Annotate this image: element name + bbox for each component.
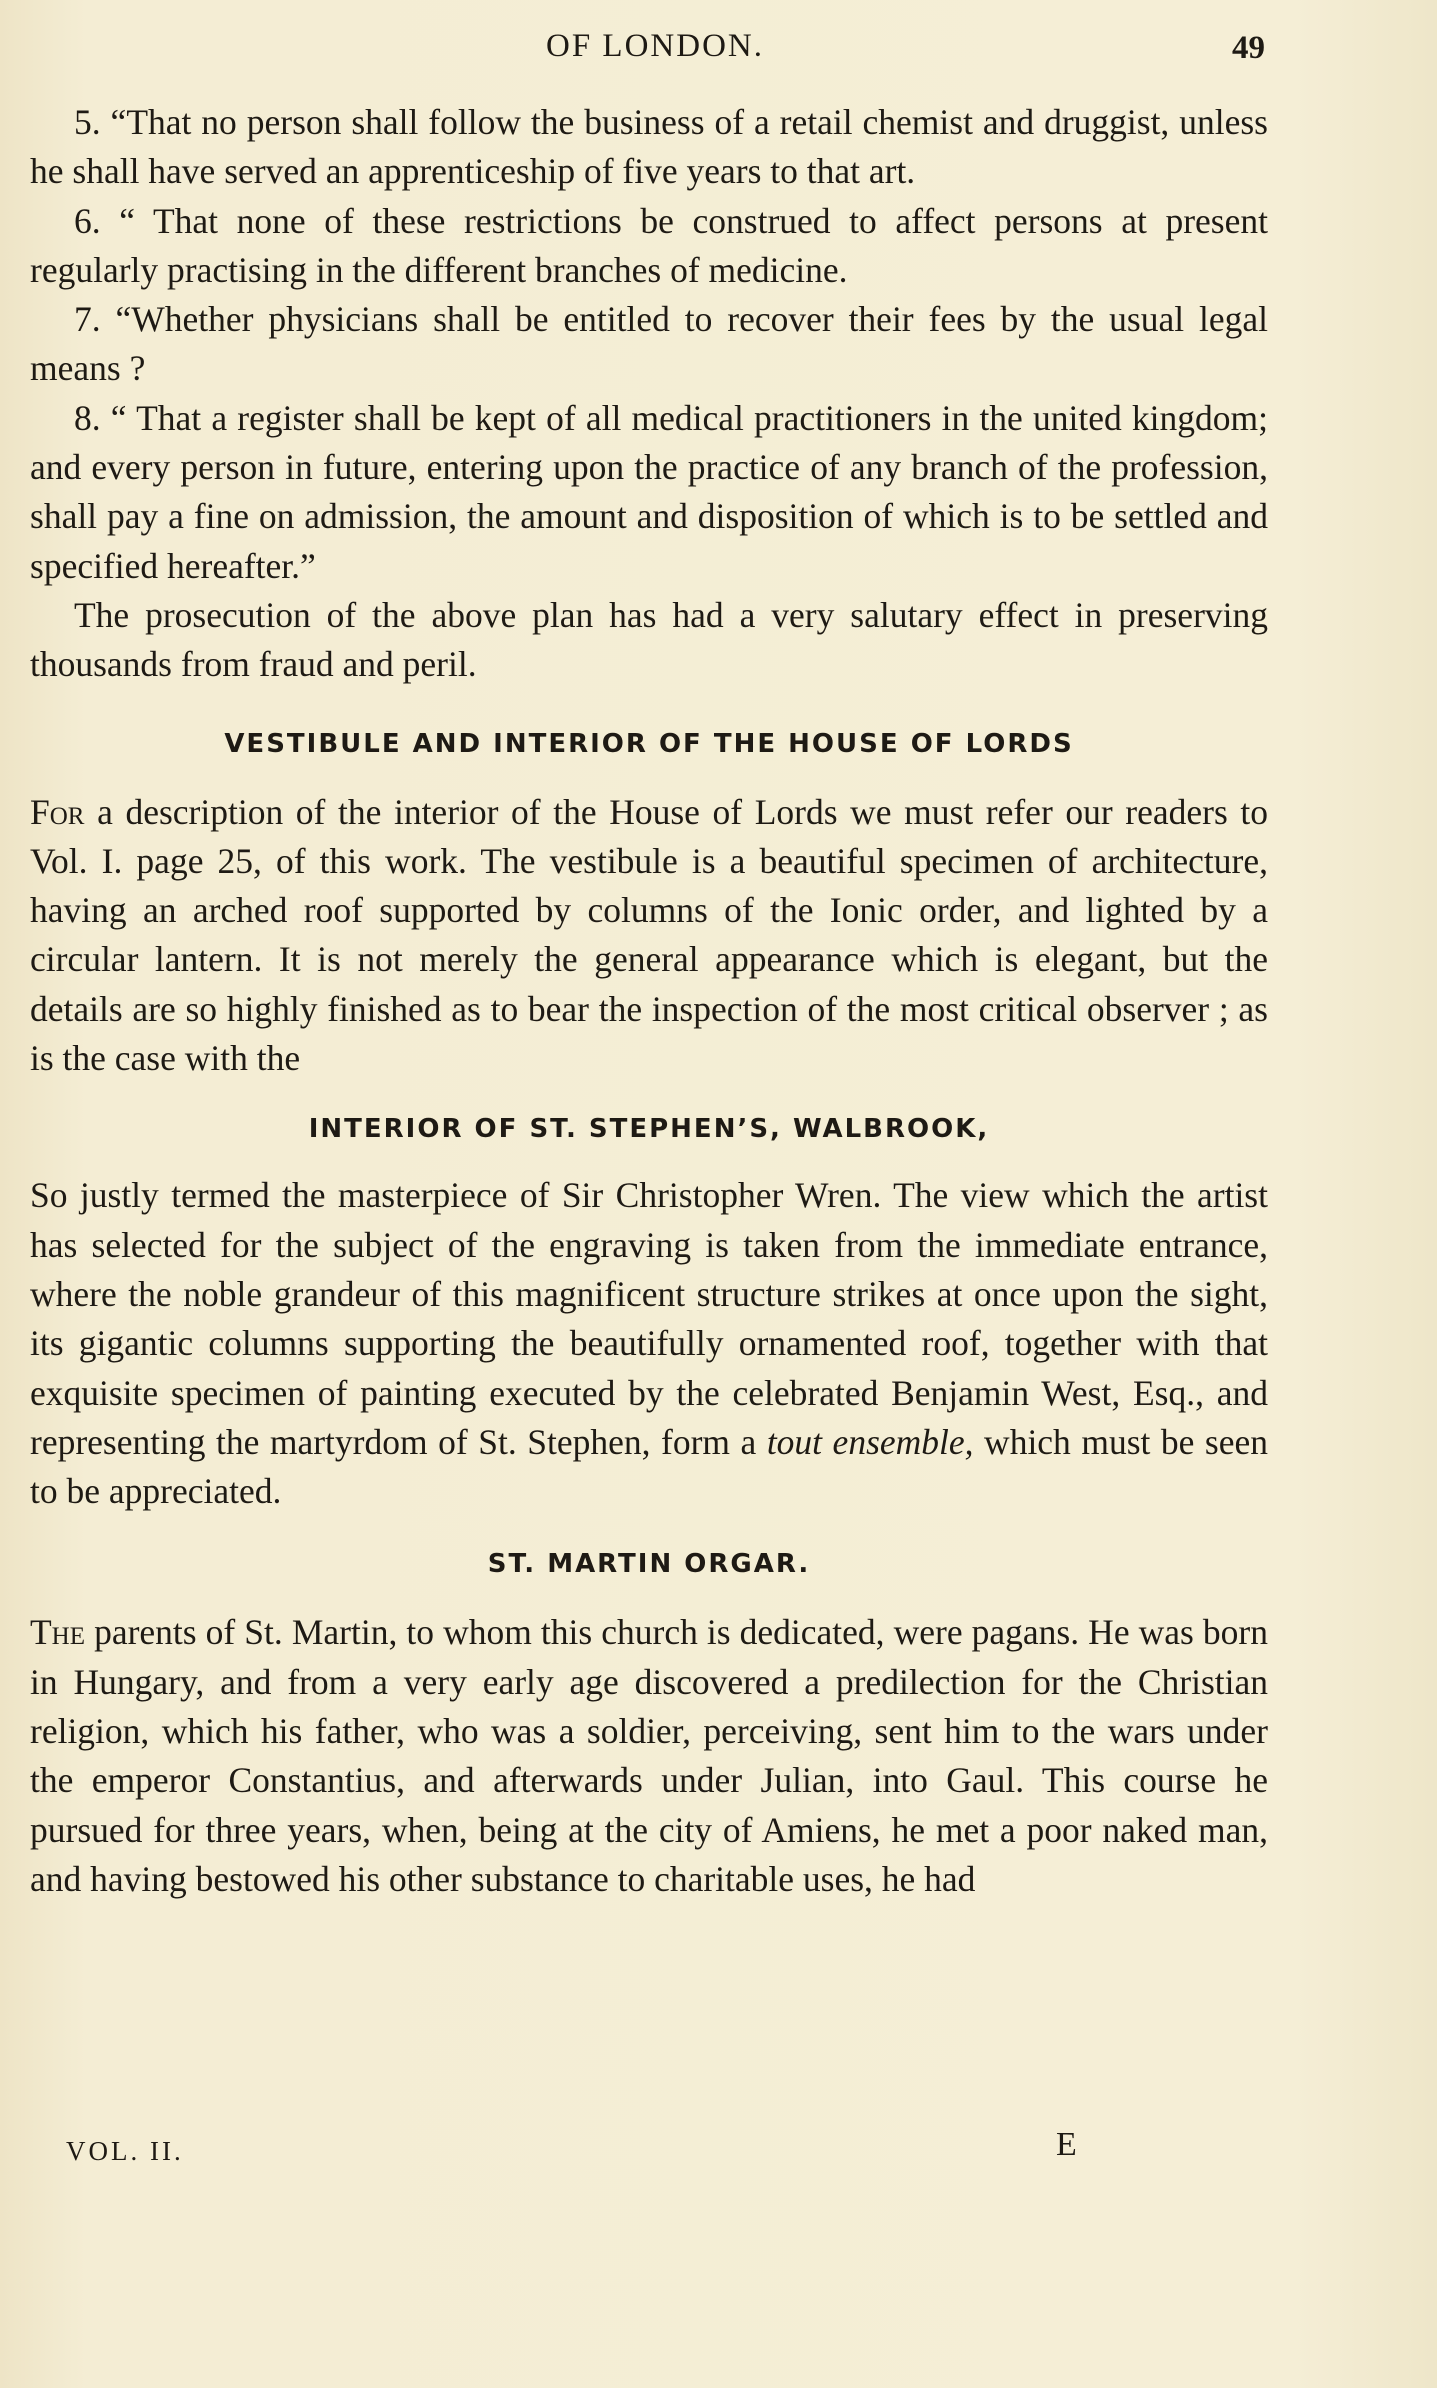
volume-label: VOL. II.	[66, 2136, 184, 2166]
paragraph-text: So justly termed the masterpiece of Sir Christopher Wren. The view which the artist has selected for the subject of the engraving is taken from the immediate entrance, where the noble grandeur of this magnificent structure strikes at once upon the sight, its gigantic columns supporting the beautifully ornamented roof, together with that exquisite specimen of painting executed by the celebrated Benjamin West, Esq., and representing the martyrdom of St. Stephen, form a	[30, 1175, 1268, 1462]
section-title-st-stephens: INTERIOR OF ST. STEPHEN’S, WALBROOK,	[308, 1114, 990, 1145]
lead-word: The	[30, 1612, 86, 1653]
section-title-st-martin: ST. MARTIN ORGAR.	[487, 1549, 811, 1580]
paragraph-st-martin	[30, 1608, 1268, 1904]
paragraph-resolution-5: 5. “That no person shall follow the business of a retail chemist and druggist, unless he shall have served an apprenticeship of five years to that art.	[30, 102, 1268, 192]
signature-mark: E	[1056, 2126, 1077, 2163]
paragraph-text: parents of St. Martin, to whom this church is dedicated, were pagans. He was born in Hungary, and from a very early age discovered a predilection for the Christian religion, which his father, who was a soldier, perceiving, sent him to the wars under the emperor Constantius, and afterwards under Julian, into Gaul. This course he pursued for three years, when, being at the city of Amiens, he met a poor naked man, and having bestowed his other substance to charitable uses, he had	[30, 1612, 1268, 1899]
paragraph-resolution-6: 6. “ That none of these restrictions be construed to affect persons at present regularly practising in the different branches of medicine.	[30, 200, 1268, 290]
running-head	[0, 28, 1437, 78]
body-text	[30, 98, 1268, 1904]
page-footer	[66, 2126, 1166, 2186]
running-title: OF LONDON.	[546, 28, 764, 64]
page-number: 49	[1232, 30, 1265, 66]
section-title-house-of-lords: VESTIBULE AND INTERIOR OF THE HOUSE OF LORDS	[224, 728, 1074, 759]
italic-phrase: tout ensemble,	[766, 1421, 974, 1462]
paragraph-prosecution: The prosecution of the above plan has had a very salutary effect in preserving thousands from fraud and peril.	[30, 594, 1268, 685]
paragraph-st-stephens	[30, 1171, 1268, 1516]
paragraph-text-end: which must be seen to be appreciated.	[30, 1421, 1269, 1512]
paragraph-resolution-8: 8. “ That a register shall be kept of all medical practitioners in the united kingdom; and every person in future, entering upon the practice of any branch of the profession, shall pay a fine on admission, the amount and disposition of which is to be settled and specified hereafter.”	[30, 397, 1268, 586]
lead-word: For	[30, 791, 85, 832]
paragraph-text: a description of the interior of the House of Lords we must refer our readers to Vol. I. page 25, of this work. The vestibule is a beautiful specimen of architecture, having an arched roof supported by columns of the Ionic order, and lighted by a circular lantern. It is not merely the general appearance which is elegant, but the details are so highly finished as to bear the inspection of the most critical observer ; as is the case with the	[30, 791, 1268, 1079]
paragraph-house-of-lords	[30, 788, 1268, 1084]
paragraph-resolution-7: 7. “Whether physicians shall be entitled to recover their fees by the usual legal means ?	[30, 299, 1268, 389]
